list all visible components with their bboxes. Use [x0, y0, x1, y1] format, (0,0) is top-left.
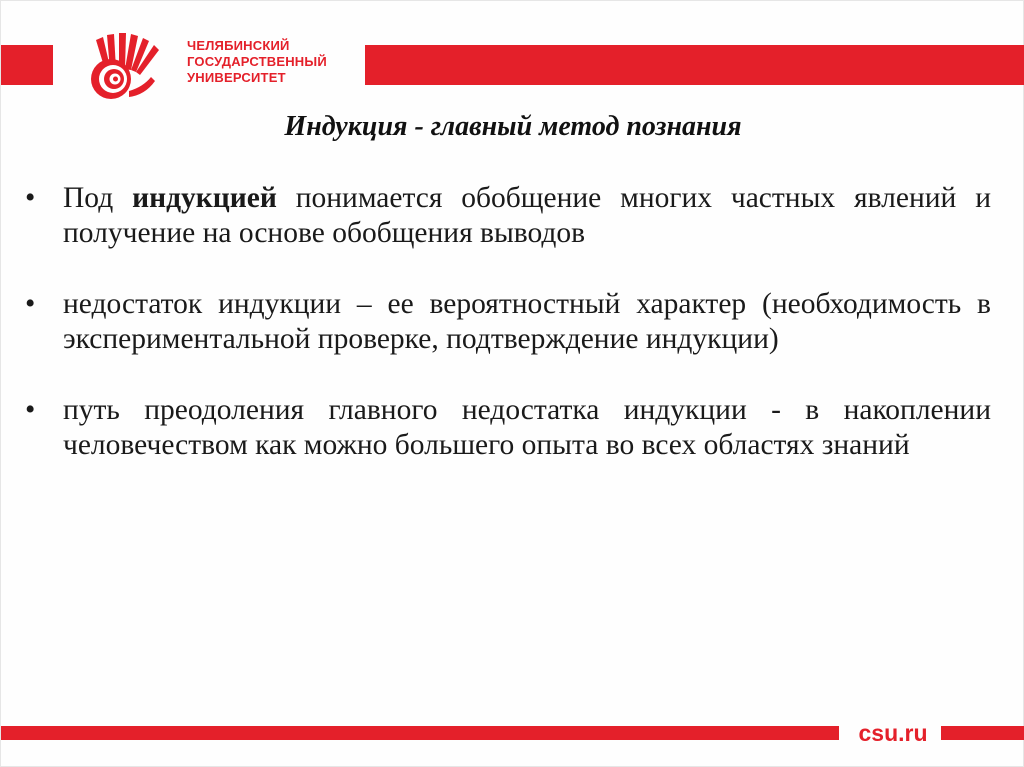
bullet-item-1 — [25, 181, 991, 251]
slide-title: Индукция - главный метод познания — [284, 111, 742, 142]
university-name-line-3: УНИВЕРСИТЕТ — [187, 70, 286, 85]
university-name — [187, 38, 359, 86]
university-name-line-1: ЧЕЛЯБИНСКИЙ — [187, 38, 290, 53]
bullet-dot: • — [25, 288, 36, 320]
footer-site-link[interactable]: csu.ru — [858, 720, 928, 746]
bullet-1-text-after: понимается обобщение многих частных явлений и получение на основе обобщения выводов — [63, 182, 991, 249]
bullet-list — [25, 181, 991, 463]
csu-spiral-logo-icon — [79, 29, 179, 101]
bullet-3-text: путь преодоления главного недостатка индукции - в накоплении человечеством как можно большего опыта во всех областях знаний — [63, 394, 991, 461]
header-bar-left — [1, 45, 53, 85]
bullet-dot: • — [25, 394, 36, 426]
header-bar-right — [365, 45, 1024, 85]
footer-bar-left — [1, 726, 839, 740]
bullet-2-text: недостаток индукции – ее вероятностный характер (необходимость в экспериментальной проверке, подтверждение индукции) — [63, 288, 991, 355]
bullet-1-text-before: Под — [63, 182, 133, 214]
bullet-dot: • — [25, 182, 36, 214]
bullet-1-bold-term: индукцией — [132, 182, 277, 214]
bullet-item-3 — [25, 393, 991, 463]
footer-bar-right — [941, 726, 1024, 740]
bullet-item-2 — [25, 287, 991, 357]
university-name-line-2: ГОСУДАРСТВЕННЫЙ — [187, 54, 327, 69]
